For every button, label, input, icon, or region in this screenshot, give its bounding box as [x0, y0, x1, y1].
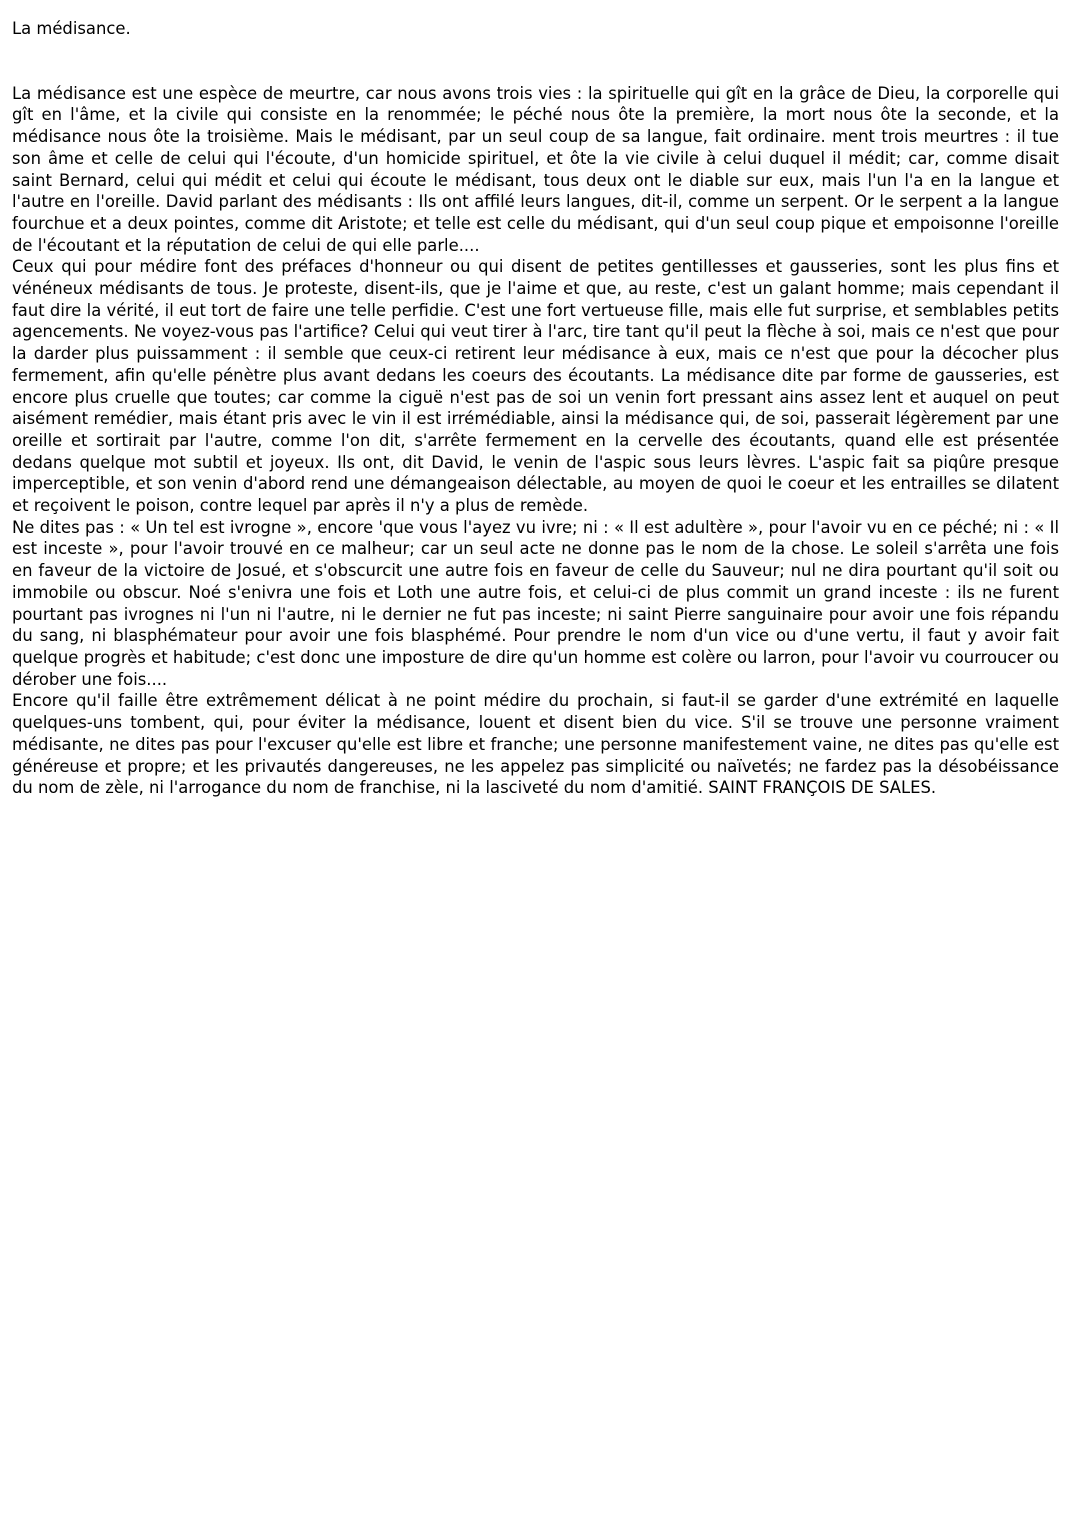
paragraph-2: Ceux qui pour médire font des préfaces d'honneur ou qui disent de petites gentillesses et gausseries, sont les plus fins et vénéneux médisants de tous. Je proteste, disent-ils, que je l'aime et que, au reste, c'est un galant homme; mais cependant il faut dire la vérité, il eut tort de faire une telle perfidie. C'est une fort vertueuse fille, mais elle fut surprise, et semblables petits agencements. Ne voyez-vous pas l'artifice? Celui qui veut tirer à l'arc, tire tant qu'il peut la flèche à soi, mais ce n'est que pour la darder plus puissamment : il semble que ceux-ci retirent leur médisance à eux, mais ce n'est que pour la décocher plus fermement, afin qu'elle pénètre plus avant dedans les coeurs des écoutants. La médisance dite par forme de gausseries, est encore plus cruelle que toutes; car comme la ciguë n'est pas de soi un venin fort pressant ains assez lent et auquel on peut aisément remédier, mais étant pris avec le vin il est irrémédiable, ainsi la médisance qui, de soi, passerait légèrement par une oreille et sortirait par l'autre, comme l'on dit, s'arrête fermement en la cervelle des écoutants, quand elle est présentée dedans quelque mot subtil et joyeux. Ils ont, dit David, le venin de l'aspic sous leurs lèvres. L'aspic fait sa piqûre presque imperceptible, et son venin d'abord rend une démangeaison délectable, au moyen de quoi le coeur et les entrailles se dilatent et reçoivent le poison, contre lequel par après il n'y a plus de remède.: [12, 257, 1059, 516]
paragraph-3: Ne dites pas : « Un tel est ivrogne », encore 'que vous l'ayez vu ivre; ni : « Il est adultère », pour l'avoir vu en ce péché; ni : « Il est inceste », pour l'avoir trouvé en ce malheur; car un seul acte ne donne pas le nom de la chose. Le soleil s'arrêta une fois en faveur de la victoire de Josué, et s'obscurcit une autre fois en faveur de celle du Sauveur; nul ne dira pourtant qu'il soit ou immobile ou obscur. Noé s'enivra une fois et Loth une autre fois, et celui-ci de plus commit un grand inceste : ils ne furent pourtant pas ivrognes ni l'un ni l'autre, ni le dernier ne fut pas inceste; ni saint Pierre sanguinaire pour avoir une fois répandu du sang, ni blasphémateur pour avoir une fois blasphémé. Pour prendre le nom d'un vice ou d'une vertu, il faut y avoir fait quelque progrès et habitude; c'est donc une imposture de dire qu'un homme est colère ou larron, pour l'avoir vu courroucer ou dérober une fois....: [12, 517, 1059, 689]
document-title: La médisance.: [12, 19, 131, 38]
paragraph-1: La médisance est une espèce de meurtre, car nous avons trois vies : la spirituelle qui gît en la grâce de Dieu, la corporelle qui gît en l'âme, et la civile qui consiste en la renommée; le péché nous ôte la première, la mort nous ôte la seconde, et la médisance nous ôte la troisième. Mais le médisant, par un seul coup de sa langue, fait ordinaire. ment trois meurtres : il tue son âme et celle de celui qui l'écoute, d'un homicide spirituel, et ôte la vie civile à celui duquel il médit; car, comme disait saint Bernard, celui qui médit et celui qui écoute le médisant, tous deux ont le diable sur eux, mais l'un l'a en la langue et l'autre en l'oreille. David parlant des médisants : Ils ont affilé leurs langues, dit-il, comme un serpent. Or le serpent a la langue fourchue et a deux pointes, comme dit Aristote; et telle est celle du médisant, qui d'un seul coup pique et empoisonne l'oreille de l'écoutant et la réputation de celui de qui elle parle....: [12, 83, 1059, 255]
document-page: [12, 18, 1059, 799]
paragraph-4: Encore qu'il faille être extrêmement délicat à ne point médire du prochain, si faut-il se garder d'une extrémité en laquelle quelques-uns tombent, qui, pour éviter la médisance, louent et disent bien du vice. S'il se trouve une personne vraiment médisante, ne dites pas pour l'excuser qu'elle est libre et franche; une personne manifestement vaine, ne dites pas qu'elle est généreuse et propre; et les privautés dangereuses, ne les appelez pas simplicité ou naïvetés; ne fardez pas la désobéissance du nom de zèle, ni l'arrogance du nom de franchise, ni la lasciveté du nom d'amitié. SAINT FRANÇOIS DE SALES.: [12, 691, 1059, 798]
